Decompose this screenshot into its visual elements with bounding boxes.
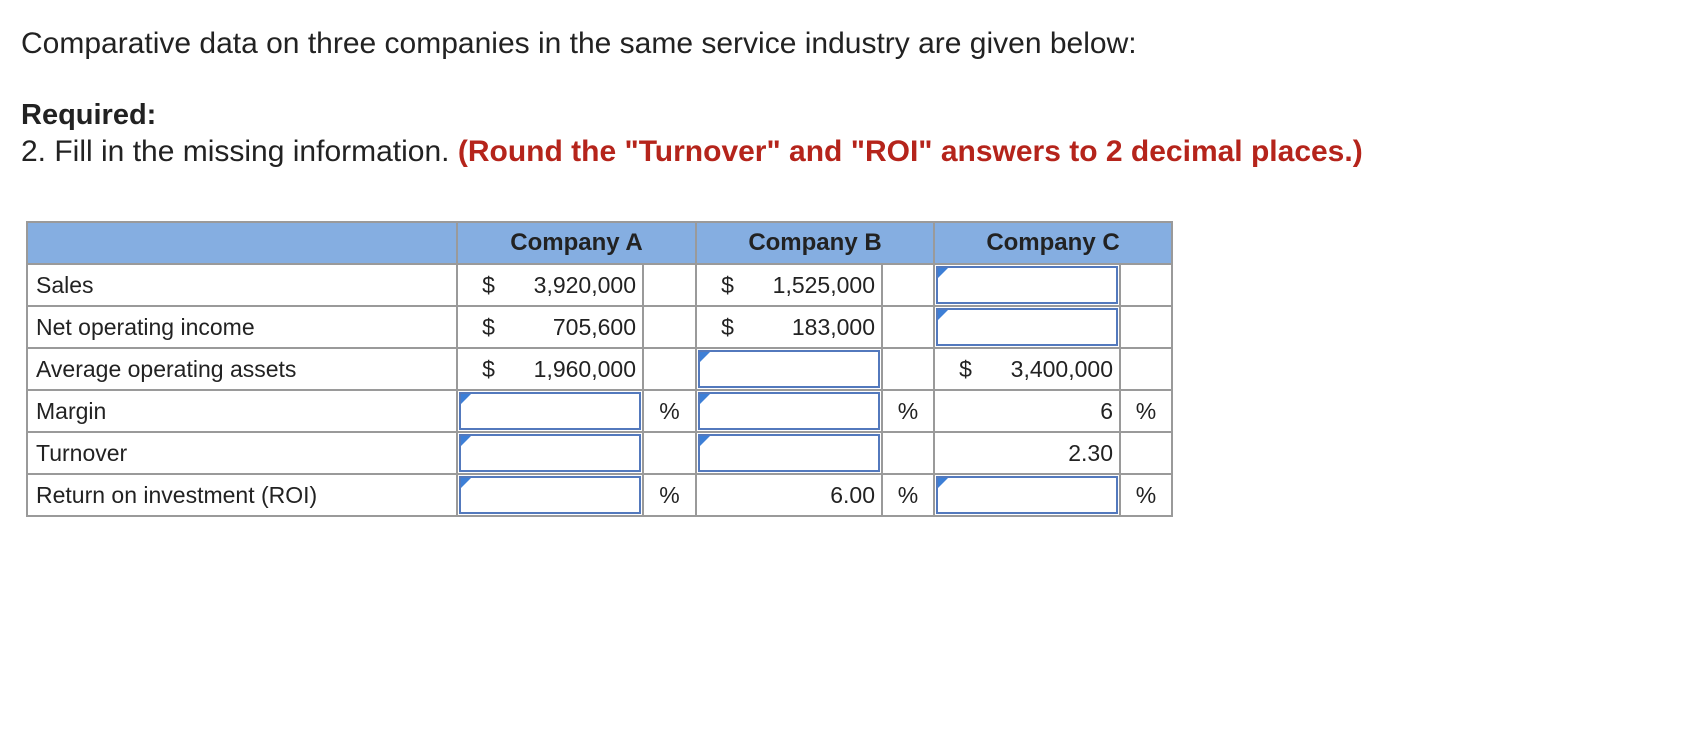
table-row-net-operating-income (27, 306, 1172, 348)
assets-a-currency: $ (457, 348, 519, 390)
sales-c-input[interactable] (936, 266, 1118, 304)
table-row-sales (27, 264, 1172, 306)
turnover-b-unit (882, 432, 934, 474)
margin-b-cell (696, 390, 882, 432)
sales-a-currency: $ (457, 264, 519, 306)
assets-b-cell (696, 348, 882, 390)
required-label: Required: (21, 99, 157, 131)
noi-a-unit (643, 306, 696, 348)
intro-text: Comparative data on three companies in the same service industry are given below: (21, 27, 1137, 60)
noi-b-unit (882, 306, 934, 348)
roi-b-unit: % (882, 474, 934, 516)
row-label-average-operating-assets: Average operating assets (27, 348, 457, 390)
row-label-margin: Margin (27, 390, 457, 432)
margin-b-unit: % (882, 390, 934, 432)
header-company-b: Company B (696, 222, 934, 264)
roi-c-unit: % (1120, 474, 1172, 516)
assets-b-input[interactable] (698, 350, 880, 388)
table-row-roi (27, 474, 1172, 516)
header-corner (27, 222, 457, 264)
table-row-turnover (27, 432, 1172, 474)
table-row-average-operating-assets (27, 348, 1172, 390)
margin-c-value: 6 (934, 390, 1120, 432)
roi-b-value: 6.00 (696, 474, 882, 516)
assets-b-unit (882, 348, 934, 390)
margin-a-cell (457, 390, 643, 432)
turnover-c-unit (1120, 432, 1172, 474)
sales-a-value: 3,920,000 (519, 264, 643, 306)
noi-c-input[interactable] (936, 308, 1118, 346)
turnover-a-unit (643, 432, 696, 474)
instruction-line (21, 134, 1363, 170)
margin-b-input[interactable] (698, 392, 880, 430)
instruction-text: 2. Fill in the missing information. (21, 135, 450, 168)
margin-a-input[interactable] (459, 392, 641, 430)
roi-a-input[interactable] (459, 476, 641, 514)
row-label-sales: Sales (27, 264, 457, 306)
assets-c-value: 3,400,000 (996, 348, 1120, 390)
sales-b-unit (882, 264, 934, 306)
assets-c-currency: $ (934, 348, 996, 390)
header-company-c: Company C (934, 222, 1172, 264)
noi-a-value: 705,600 (519, 306, 643, 348)
turnover-b-input[interactable] (698, 434, 880, 472)
margin-a-unit: % (643, 390, 696, 432)
noi-b-value: 183,000 (758, 306, 882, 348)
row-label-roi: Return on investment (ROI) (27, 474, 457, 516)
roi-c-input[interactable] (936, 476, 1118, 514)
roi-c-cell (934, 474, 1120, 516)
assets-a-unit (643, 348, 696, 390)
turnover-a-input[interactable] (459, 434, 641, 472)
turnover-c-value: 2.30 (934, 432, 1120, 474)
sales-a-unit (643, 264, 696, 306)
noi-c-cell (934, 306, 1120, 348)
margin-c-unit: % (1120, 390, 1172, 432)
header-company-a: Company A (457, 222, 696, 264)
row-label-turnover: Turnover (27, 432, 457, 474)
noi-c-unit (1120, 306, 1172, 348)
row-label-net-operating-income: Net operating income (27, 306, 457, 348)
turnover-b-cell (696, 432, 882, 474)
noi-b-currency: $ (696, 306, 758, 348)
assets-a-value: 1,960,000 (519, 348, 643, 390)
assets-c-unit (1120, 348, 1172, 390)
rounding-note: (Round the "Turnover" and "ROI" answers to 2 decimal places.) (457, 135, 1363, 168)
sales-b-currency: $ (696, 264, 758, 306)
sales-c-cell (934, 264, 1120, 306)
roi-a-cell (457, 474, 643, 516)
table-row-margin (27, 390, 1172, 432)
table-header-row (27, 222, 1172, 264)
sales-c-unit (1120, 264, 1172, 306)
roi-a-unit: % (643, 474, 696, 516)
noi-a-currency: $ (457, 306, 519, 348)
comparative-data-table (26, 221, 1173, 517)
sales-b-value: 1,525,000 (758, 264, 882, 306)
turnover-a-cell (457, 432, 643, 474)
